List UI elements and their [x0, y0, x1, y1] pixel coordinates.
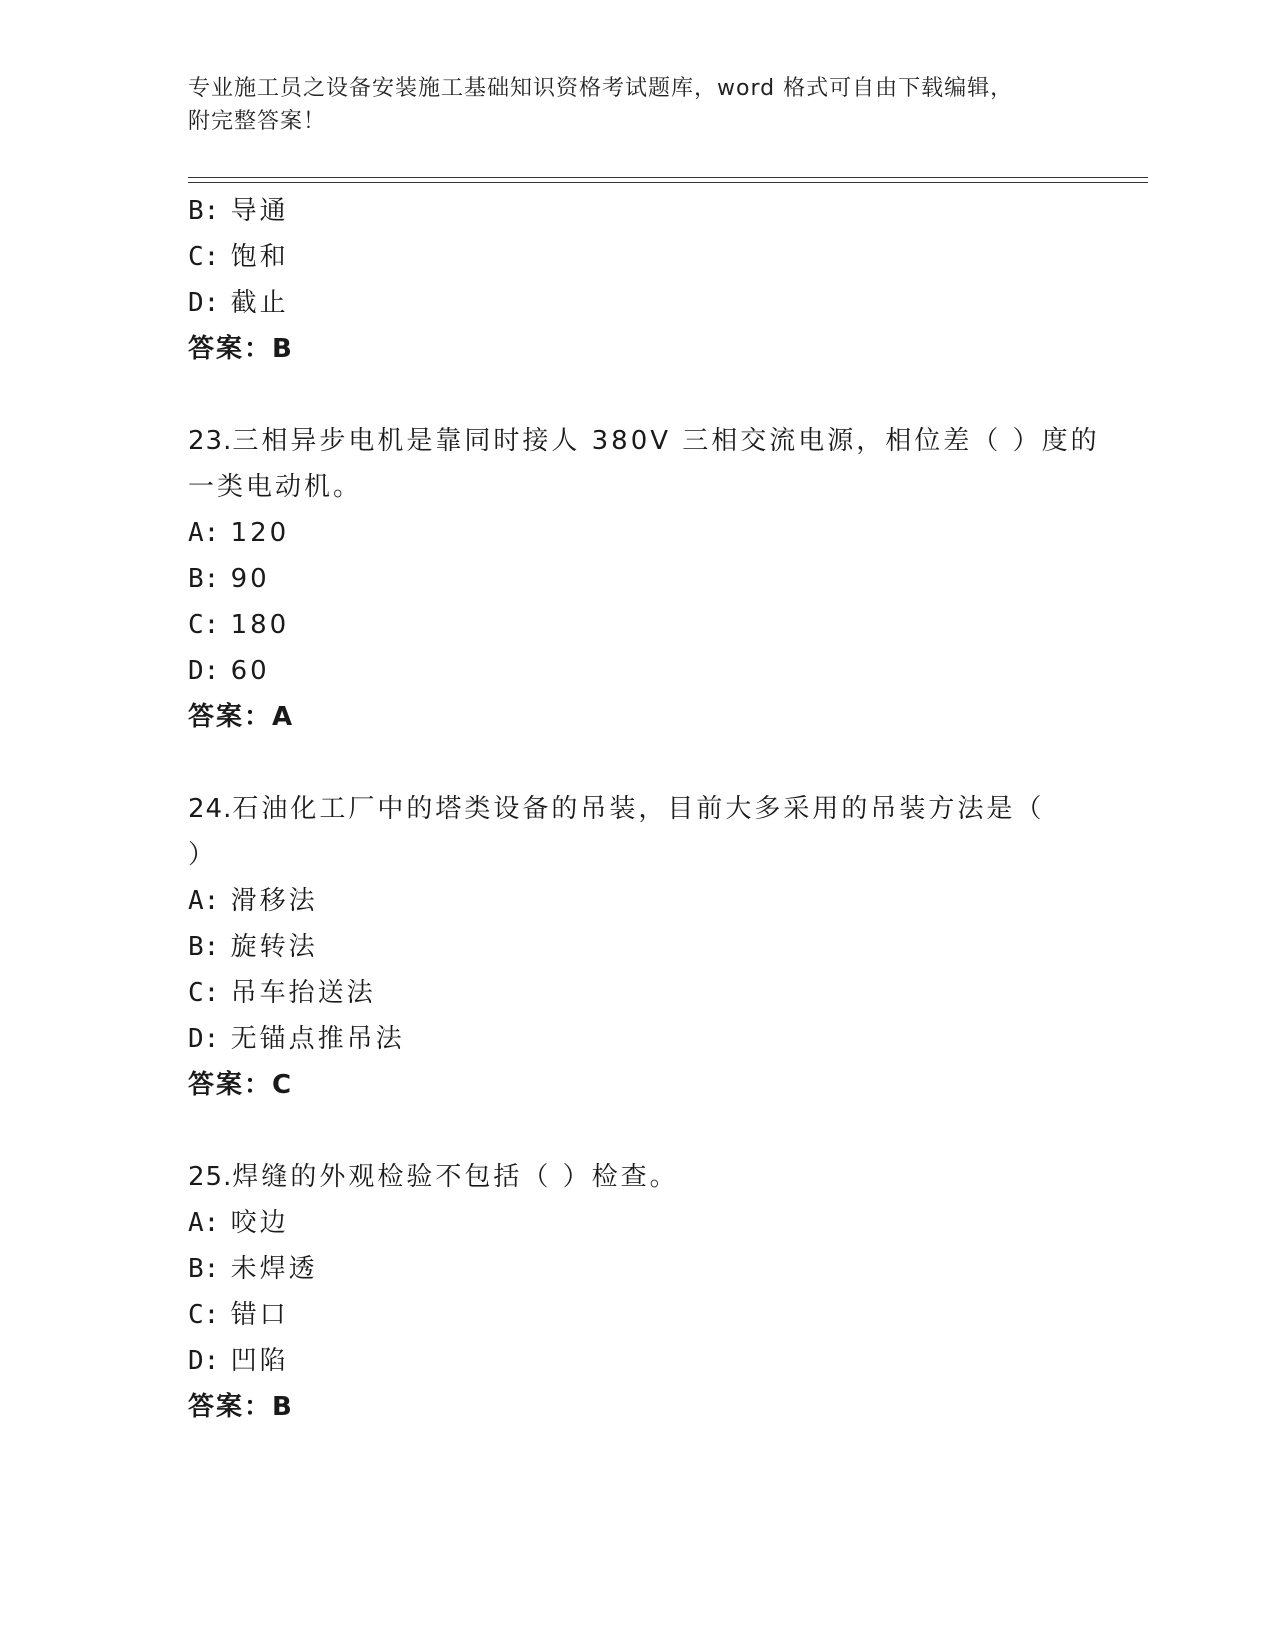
option-label: B:	[188, 1254, 220, 1284]
option-text: 120	[230, 518, 290, 548]
answer-line: 答案：B	[188, 1392, 294, 1422]
option-label: B:	[188, 196, 220, 226]
header-divider-bottom	[188, 182, 1148, 183]
answer-line: 答案：A	[188, 702, 295, 732]
option-c	[188, 234, 1088, 280]
option-label: D:	[188, 656, 220, 686]
option-d	[188, 280, 1088, 326]
option-label: D:	[188, 288, 220, 318]
spacer	[188, 372, 1088, 418]
question-list	[188, 188, 1100, 1430]
option-d	[188, 648, 1088, 694]
option-text: 错口	[230, 1300, 289, 1330]
header-title-line-2: 附完整答案！	[188, 109, 327, 134]
option-text: 滑移法	[230, 886, 318, 916]
option-label: A:	[188, 1208, 220, 1238]
option-label: D:	[188, 1024, 220, 1054]
option-text: 截止	[230, 288, 289, 318]
option-label: C:	[188, 242, 220, 272]
option-label: B:	[188, 932, 220, 962]
option-b	[188, 924, 1088, 970]
header-divider-top	[188, 177, 1148, 178]
question-stem-line-1	[188, 418, 1100, 464]
option-text: 180	[230, 610, 290, 640]
option-text: 凹陷	[230, 1346, 289, 1376]
question-block-23	[188, 418, 1100, 740]
option-text: 90	[230, 564, 270, 594]
option-text: 旋转法	[230, 932, 318, 962]
question-stem-line-1	[188, 1154, 1088, 1200]
option-label: B:	[188, 564, 220, 594]
option-b	[188, 1246, 1088, 1292]
spacer	[188, 1108, 1088, 1154]
option-label: C:	[188, 1300, 220, 1330]
question-number: 23.	[188, 426, 233, 456]
option-b	[188, 188, 1088, 234]
question-text: 三相异步电机是靠同时接人 380V 三相交流电源，相位差（ ）度的	[232, 426, 1100, 456]
option-label: A:	[188, 886, 220, 916]
option-text: 无锚点推吊法	[230, 1024, 405, 1054]
option-a	[188, 510, 1088, 556]
header-title-line-1: 专业施工员之设备安装施工基础知识资格考试题库，word 格式可自由下载编辑，	[188, 76, 1014, 101]
option-d	[188, 1338, 1088, 1384]
option-label: A:	[188, 518, 220, 548]
question-text: 焊缝的外观检验不包括（ ）检查。	[232, 1162, 679, 1192]
option-label: C:	[188, 610, 220, 640]
option-label: C:	[188, 978, 220, 1008]
option-c	[188, 970, 1088, 1016]
option-text: 60	[230, 656, 270, 686]
question-number: 25.	[188, 1162, 233, 1192]
answer-line: 答案：C	[188, 1070, 294, 1100]
option-text: 饱和	[230, 242, 289, 272]
question-block-24	[188, 786, 1088, 1108]
option-text: 咬边	[230, 1208, 289, 1238]
answer-line: 答案：B	[188, 334, 294, 364]
question-number: 24.	[188, 794, 233, 824]
question-stem-line-1	[188, 786, 1088, 832]
option-a	[188, 878, 1088, 924]
option-d	[188, 1016, 1088, 1062]
option-c	[188, 1292, 1088, 1338]
option-c	[188, 602, 1088, 648]
question-block-22	[188, 188, 1088, 372]
option-b	[188, 556, 1088, 602]
question-stem-line-2: 一类电动机。	[188, 472, 363, 502]
question-stem-line-2: ）	[188, 840, 218, 870]
document-header	[188, 72, 1088, 138]
option-a	[188, 1200, 1088, 1246]
question-block-25	[188, 1154, 1088, 1430]
option-text: 未焊透	[230, 1254, 318, 1284]
question-text: 石油化工厂中的塔类设备的吊装，目前大多采用的吊装方法是（	[232, 794, 1045, 824]
option-label: D:	[188, 1346, 220, 1376]
spacer	[188, 740, 1088, 786]
option-text: 吊车抬送法	[230, 978, 376, 1008]
option-text: 导通	[230, 196, 289, 226]
